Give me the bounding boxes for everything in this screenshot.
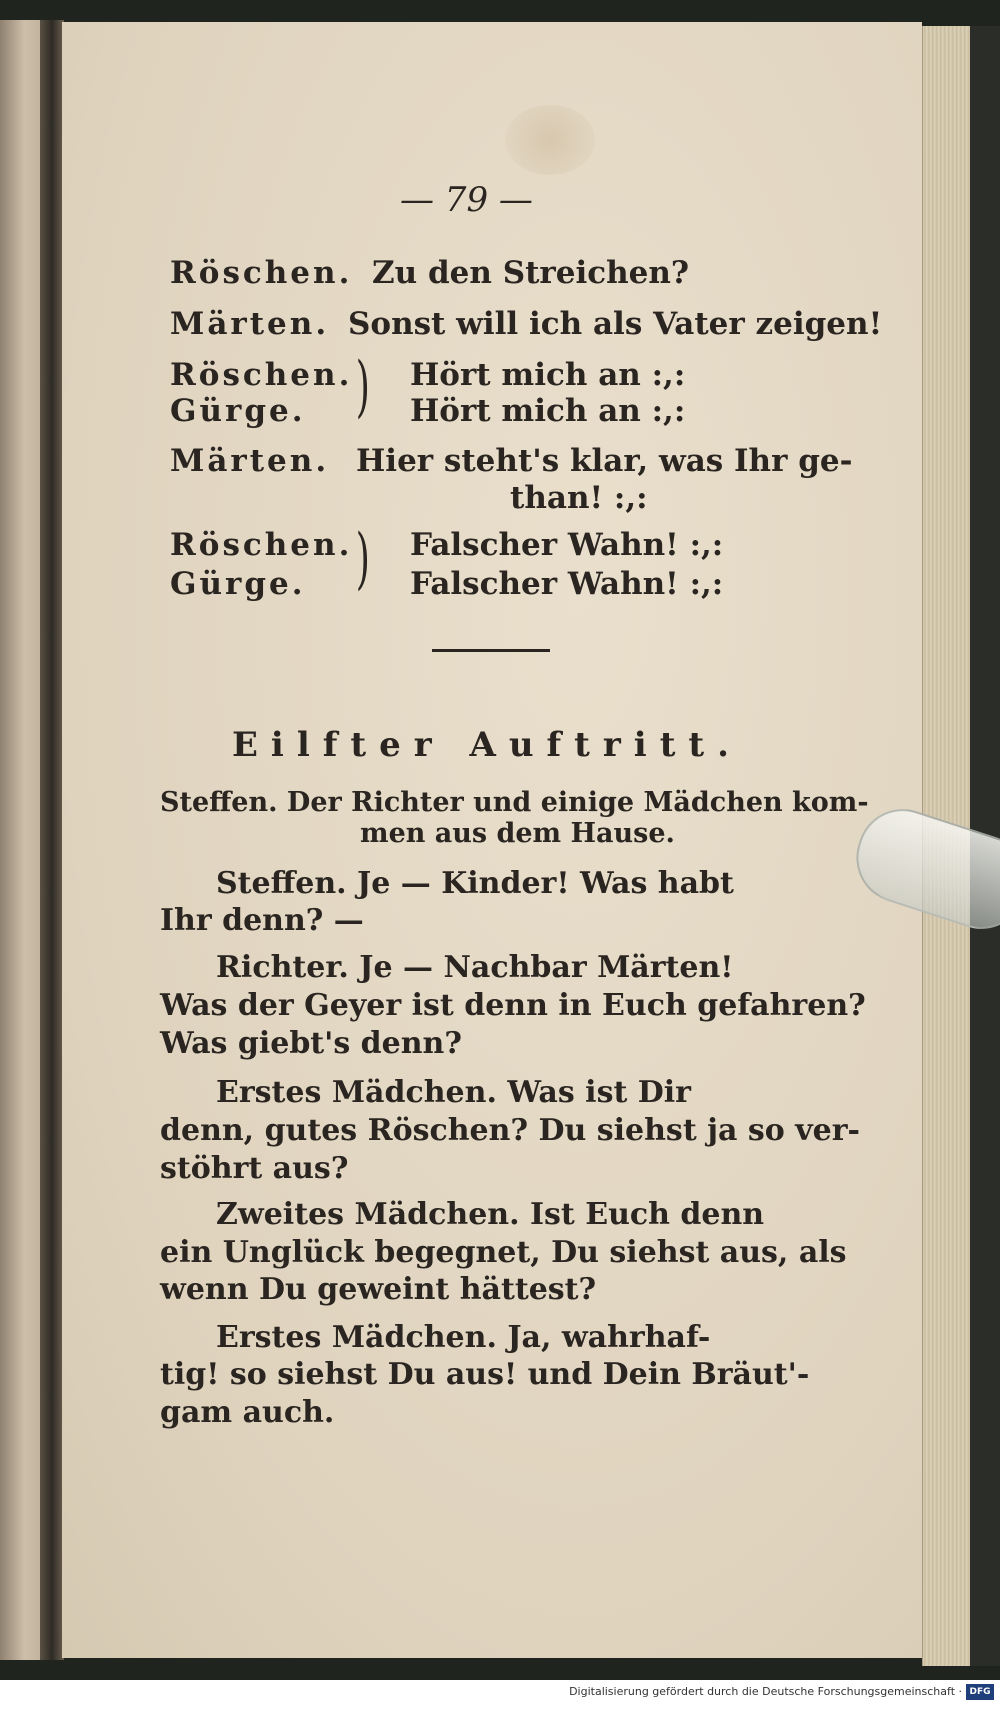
dialogue-line: Hört mich an :,: (410, 357, 686, 393)
dfg-logo: DFG (966, 1684, 994, 1700)
brace-icon: ) (355, 520, 370, 597)
speaker-label: Gürge. (170, 566, 306, 602)
speaker-label: Röschen. (170, 527, 353, 563)
paragraph-line: stöhrt aus? (160, 1151, 349, 1186)
paragraph-line: Zweites Mädchen. Ist Euch denn (216, 1197, 765, 1232)
speaker-label: Röschen. (170, 255, 353, 291)
paragraph-line: Erstes Mädchen. Ja, wahrhaf- (216, 1320, 711, 1355)
page-number: — 79 — (400, 180, 533, 220)
paragraph-line: Steffen. Je — Kinder! Was habt (216, 866, 734, 901)
book-gutter (40, 20, 64, 1660)
dialogue-line: Hier steht's klar, was Ihr ge- (356, 443, 853, 479)
paragraph-line: ein Unglück begegnet, Du siehst aus, als (160, 1235, 847, 1270)
paragraph-line: Was der Geyer ist denn in Euch gefahren? (160, 988, 866, 1023)
stage-direction-line: men aus dem Hause. (360, 818, 675, 849)
brace-icon: ) (355, 348, 370, 425)
dialogue-continuation: than! :,: (510, 480, 648, 516)
paragraph-line: Was giebt's denn? (160, 1026, 462, 1061)
paragraph-line: gam auch. (160, 1395, 335, 1430)
paragraph-line: Erstes Mädchen. Was ist Dir (216, 1075, 691, 1110)
speaker-label: Märten. (170, 443, 330, 479)
speaker-label: Gürge. (170, 393, 306, 429)
paragraph-line: tig! so siehst Du aus! und Dein Bräut'- (160, 1357, 810, 1392)
speaker-label: Märten. (170, 306, 330, 342)
footer-credit: Digitalisierung gefördert durch die Deutsche Forschungsgemeinschaft · (569, 1685, 962, 1698)
dialogue-line: Sonst will ich als Vater zeigen! (348, 306, 883, 342)
paragraph-line: wenn Du geweint hättest? (160, 1272, 597, 1307)
paragraph-line: Richter. Je — Nachbar Märten! (216, 950, 734, 985)
paper-stain (505, 105, 595, 175)
paragraph-line: denn, gutes Röschen? Du siehst ja so ver- (160, 1113, 860, 1148)
paragraph-line: Ihr denn? — (160, 903, 364, 938)
scene-heading: Eilfter Auftritt. (232, 725, 742, 765)
dialogue-line: Falscher Wahn! :,: (410, 527, 724, 563)
section-divider (432, 649, 550, 652)
speaker-label: Röschen. (170, 357, 353, 393)
dialogue-line: Hört mich an :,: (410, 393, 686, 429)
footer-bar (0, 1680, 1000, 1709)
dialogue-line: Zu den Streichen? (372, 255, 690, 291)
dialogue-line: Falscher Wahn! :,: (410, 566, 724, 602)
stage-direction-line: Steffen. Der Richter und einige Mädchen kom- (160, 787, 869, 818)
